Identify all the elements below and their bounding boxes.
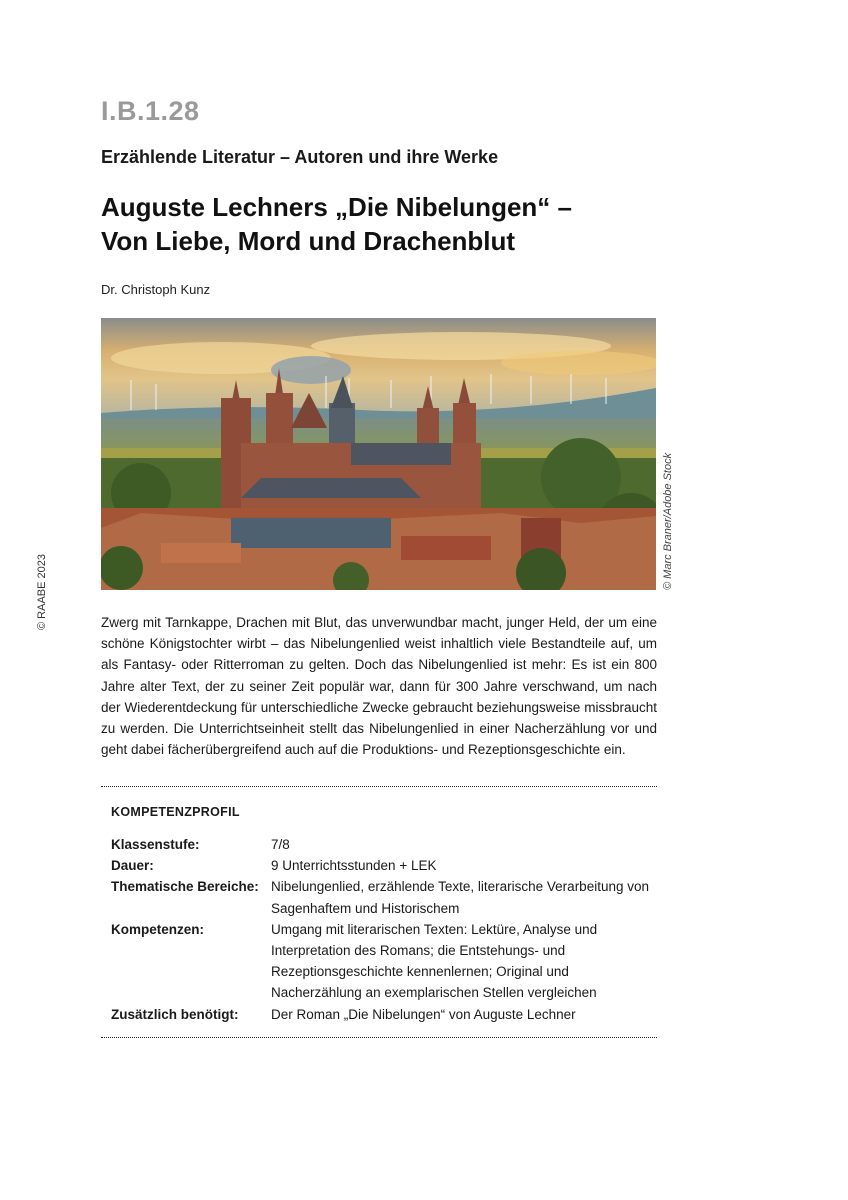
table-row [111, 834, 656, 855]
copyright-notice: © RAABE 2023 [36, 554, 48, 630]
cathedral-photo [101, 318, 656, 590]
kompetenzprofil-heading: KOMPETENZPROFIL [111, 805, 240, 819]
row-value: 7/8 [271, 837, 290, 852]
unit-code: I.B.1.28 [101, 96, 200, 126]
intro-paragraph: Zwerg mit Tarnkappe, Drachen mit Blut, das unverwundbar macht, junger Held, der um eine schöne Königstochter wirbt – das Nibelungenlied weist inhaltlich viele Bestandteile auf, um als Fantasy- oder Ritterroman zu gelten. Doch das Nibelungenlied ist mehr: Es ist ein 800 Jahre alter Text, der zu seiner Zeit populär war, dann für 300 Jahre verschwand, um nach der Wiederentdeckung für unterschiedliche Zwecke gebraucht beziehungsweise missbraucht zu werden. Die Unterrichtseinheit stellt das Nibelungenlied in einer Nacherzählung vor und geht dabei fächerübergreifend auch auf die Produktions- und Rezeptionsgeschichte ein. [101, 615, 657, 758]
kompetenzprofil-table [111, 834, 656, 1025]
table-row [111, 876, 656, 918]
table-row [111, 855, 656, 876]
table-row [111, 1004, 656, 1025]
series-title: Erzählende Literatur – Autoren und ihre Werke [101, 147, 499, 167]
row-value: Der Roman „Die Nibelungen“ von Auguste Lechner [271, 1006, 576, 1022]
row-label: Kompetenzen: [111, 921, 205, 937]
row-value: Nibelungenlied, erzählende Texte, literarische Verarbeitung von Sagenhaftem und Historischem [271, 879, 649, 916]
table-row [111, 919, 656, 1004]
divider-top [101, 786, 657, 787]
row-label: Klassenstufe: [111, 837, 200, 852]
author-name: Dr. Christoph Kunz [101, 282, 211, 297]
divider-bottom [101, 1037, 657, 1038]
page-title [101, 190, 701, 258]
title-line-1: Auguste Lechners „Die Nibelungen“ – [101, 192, 572, 222]
row-label: Thematische Bereiche: [111, 879, 259, 895]
row-label: Zusätzlich benötigt: [111, 1006, 239, 1022]
row-value: 9 Unterrichtsstunden + LEK [271, 858, 437, 874]
title-line-2: Von Liebe, Mord und Drachenblut [101, 226, 516, 256]
row-value: Umgang mit literarischen Texten: Lektüre, Analyse und Interpretation des Romans; die Entstehungs- und Rezeptionsgeschichte kennenlernen; Original und Nacherzählung an exemplarischen Stellen vergleichen [271, 921, 598, 1001]
row-label: Dauer: [111, 858, 154, 874]
photo-credit: © Marc Braner/Adobe Stock [662, 452, 674, 590]
